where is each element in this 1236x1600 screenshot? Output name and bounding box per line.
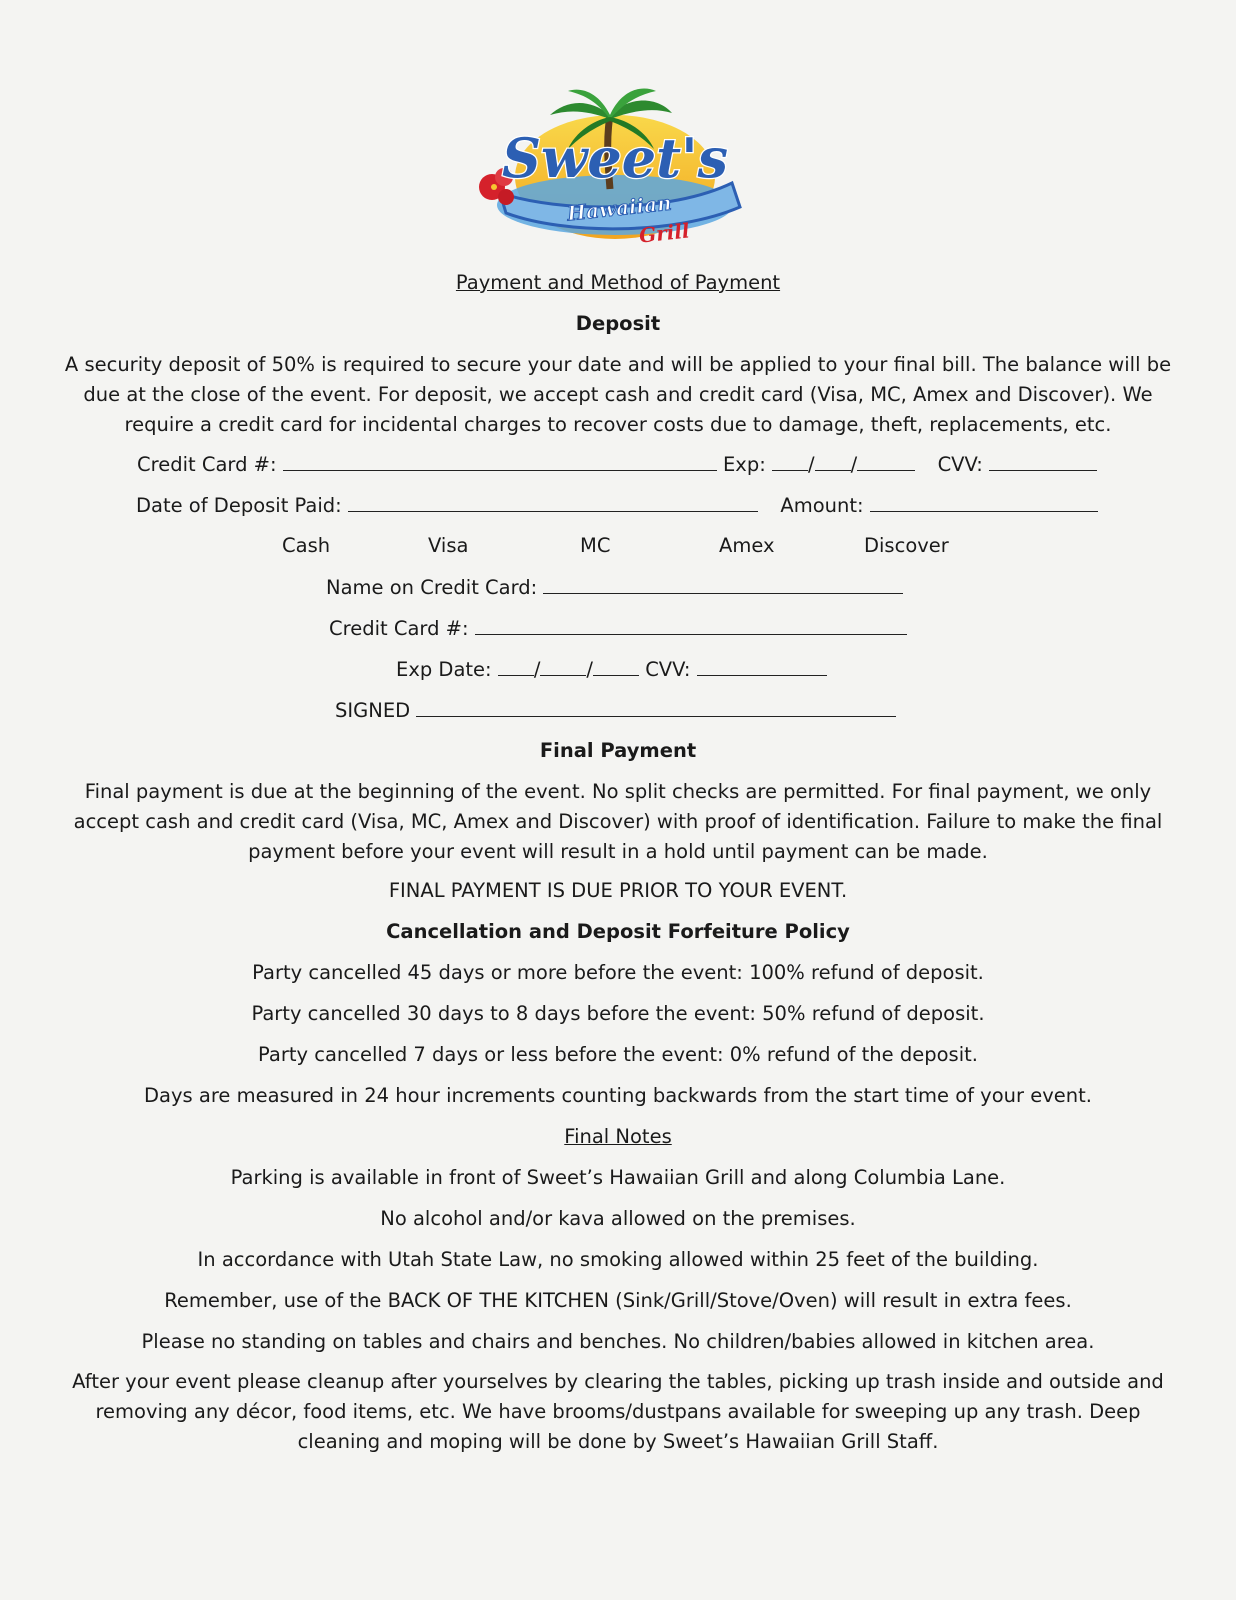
exp-year-field[interactable] bbox=[857, 449, 915, 471]
signed-label: SIGNED bbox=[335, 699, 411, 722]
deposit-date-field[interactable] bbox=[348, 490, 758, 512]
method-cash[interactable]: Cash bbox=[282, 534, 331, 557]
cancellation-line: Party cancelled 30 days to 8 days before the event: 50% refund of deposit. bbox=[251, 1002, 985, 1025]
logo-tagline-text: Grill bbox=[637, 218, 691, 248]
exp-slash: / bbox=[808, 453, 815, 476]
final-notes-line: Remember, use of the BACK OF THE KITCHEN (Sink/Grill/Stove/Oven) will result in extra fees. bbox=[164, 1289, 1072, 1312]
cancellation-line: Party cancelled 7 days or less before the event: 0% refund of the deposit. bbox=[258, 1043, 978, 1066]
exp-date-row bbox=[396, 654, 827, 685]
final-payment-paragraph: Final payment is due at the beginning of the event. No split checks are permitted. For final payment, we only accept cash and credit card (Visa, MC, Amex and Discover) with proof of identification. Failure to make the final payment before your event will result in a hold until payment can be made. bbox=[73, 780, 1163, 863]
cancellation-heading: Cancellation and Deposit Forfeiture Policy bbox=[386, 920, 850, 943]
final-notes-closing: After your event please cleanup after yourselves by clearing the tables, picking up trash inside and outside and removing any décor, food items, etc. We have brooms/dustpans available for sweeping up any trash. Deep cleaning and moping will be done by Sweet’s Hawaiian Grill Staff. bbox=[72, 1370, 1164, 1453]
method-amex[interactable]: Amex bbox=[719, 534, 775, 557]
deposit-heading: Deposit bbox=[575, 312, 661, 335]
exp2-slash: / bbox=[586, 658, 593, 681]
cc-label: Credit Card #: bbox=[137, 453, 277, 476]
deposit-card-row bbox=[137, 449, 1097, 480]
final-notes-heading: Final Notes bbox=[564, 1125, 672, 1148]
cc-number-field[interactable] bbox=[283, 449, 717, 471]
cancellation-line: Party cancelled 45 days or more before the event: 100% refund of deposit. bbox=[252, 961, 984, 984]
cancellation-line: Days are measured in 24 hour increments counting backwards from the start time of your event. bbox=[144, 1084, 1092, 1107]
final-notes-line: In accordance with Utah State Law, no smoking allowed within 25 feet of the building. bbox=[197, 1248, 1039, 1271]
final-payment-heading: Final Payment bbox=[539, 739, 697, 762]
cvv2-field[interactable] bbox=[697, 654, 827, 676]
signature-field[interactable] bbox=[416, 695, 896, 717]
exp2-day-field[interactable] bbox=[540, 654, 586, 676]
final-payment-notice: FINAL PAYMENT IS DUE PRIOR TO YOUR EVENT. bbox=[388, 879, 848, 902]
cvv-label: CVV: bbox=[937, 453, 983, 476]
deposit-date-label: Date of Deposit Paid: bbox=[136, 494, 342, 517]
cc2-label: Credit Card #: bbox=[329, 617, 469, 640]
exp2-year-field[interactable] bbox=[593, 654, 639, 676]
exp-date-label: Exp Date: bbox=[396, 658, 492, 681]
exp-month-field[interactable] bbox=[772, 449, 808, 471]
deposit-paragraph: A security deposit of 50% is required to secure your date and will be applied to your final bill. The balance will be due at the close of the event. For deposit, we accept cash and credit card (Visa, MC, Amex and Discover). We require a credit card for incidental charges to recover costs due to damage, theft, replacements, etc. bbox=[64, 353, 1172, 436]
exp-label: Exp: bbox=[722, 453, 766, 476]
name-on-card-row bbox=[326, 572, 903, 603]
method-mc[interactable]: MC bbox=[580, 534, 611, 557]
exp2-month-field[interactable] bbox=[498, 654, 534, 676]
logo-subtitle-text: Hawaiian bbox=[565, 190, 673, 226]
amount-label: Amount: bbox=[780, 494, 864, 517]
deposit-date-row bbox=[136, 490, 1098, 521]
final-notes-line: Please no standing on tables and chairs and benches. No children/babies allowed in kitchen area. bbox=[141, 1330, 1095, 1353]
amount-field[interactable] bbox=[870, 490, 1098, 512]
cvv-field[interactable] bbox=[989, 449, 1097, 471]
method-visa[interactable]: Visa bbox=[428, 534, 469, 557]
cvv2-label: CVV: bbox=[645, 658, 691, 681]
method-discover[interactable]: Discover bbox=[864, 534, 949, 557]
sweets-hawaiian-grill-logo bbox=[470, 85, 760, 250]
final-notes-line: No alcohol and/or kava allowed on the premises. bbox=[380, 1207, 856, 1230]
final-notes-line: Parking is available in front of Sweet’s Hawaiian Grill and along Columbia Lane. bbox=[230, 1166, 1006, 1189]
page-title: Payment and Method of Payment bbox=[455, 271, 781, 294]
exp-day-field[interactable] bbox=[815, 449, 851, 471]
cc2-number-field[interactable] bbox=[475, 613, 907, 635]
name-on-card-field[interactable] bbox=[543, 572, 903, 594]
name-on-card-label: Name on Credit Card: bbox=[326, 576, 538, 599]
exp-slash: / bbox=[850, 453, 858, 476]
exp2-slash: / bbox=[533, 658, 541, 681]
card-number-row bbox=[329, 613, 907, 644]
signed-row bbox=[335, 695, 896, 726]
logo-brand-text: Sweet's bbox=[501, 126, 729, 190]
